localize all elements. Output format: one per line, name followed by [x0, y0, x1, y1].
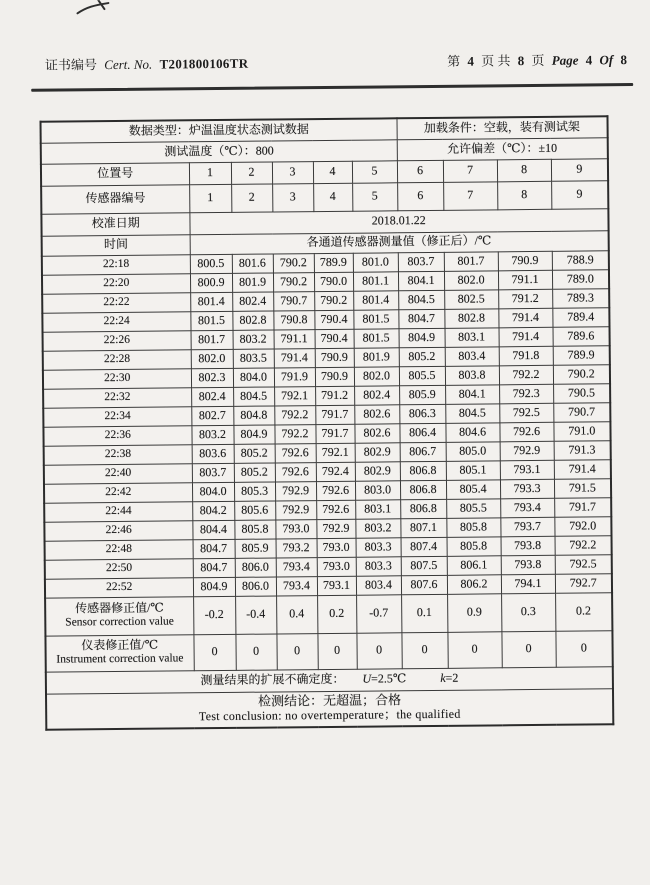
- reading-cell: 802.3: [191, 368, 233, 387]
- reading-cell: 792.6: [499, 422, 553, 442]
- reading-cell: 805.8: [446, 517, 500, 537]
- reading-cell: 802.8: [232, 310, 273, 329]
- reading-cell: 804.0: [233, 367, 274, 386]
- reading-cell: 792.3: [499, 384, 553, 404]
- reading-cell: 802.0: [191, 349, 233, 368]
- sensor-label-cell: 传感器编号: [41, 184, 189, 213]
- position-cell: 4: [313, 161, 352, 183]
- reading-cell: 805.8: [234, 519, 275, 538]
- reading-cell: 807.4: [401, 537, 447, 556]
- reading-cell: 801.6: [232, 253, 273, 272]
- reading-cell: 792.4: [316, 462, 355, 481]
- uncertainty-u-symbol: U: [362, 671, 372, 686]
- reading-cell: 803.7: [192, 463, 234, 482]
- reading-cell: 792.2: [274, 424, 315, 443]
- reading-cell: 805.5: [399, 366, 445, 385]
- reading-cell: 802.9: [355, 461, 400, 480]
- reading-cell: 792.6: [316, 481, 355, 500]
- reading-cell: 793.4: [276, 576, 317, 595]
- reading-cell: 805.4: [446, 479, 500, 499]
- sensor-correction-cell: 0.3: [501, 593, 555, 632]
- measurement-table: [39, 115, 614, 730]
- instrument-correction-cell: 0: [235, 633, 276, 669]
- sensor-correction-cell: 0.2: [317, 595, 356, 633]
- reading-cell: 804.0: [192, 482, 234, 501]
- time-cell: 22:48: [45, 539, 193, 559]
- reading-cell: 793.8: [501, 555, 555, 575]
- reading-cell: 790.9: [498, 251, 552, 271]
- reading-cell: 792.2: [274, 405, 315, 424]
- reading-cell: 803.4: [445, 346, 499, 366]
- reading-cell: 804.5: [445, 403, 499, 423]
- reading-cell: 806.8: [400, 461, 446, 480]
- reading-cell: 803.7: [398, 252, 444, 271]
- reading-cell: 790.7: [553, 402, 610, 422]
- page-seg-en: Of: [599, 52, 614, 68]
- sensor-correction-label: [45, 596, 193, 635]
- page-seg: 第: [447, 53, 461, 69]
- uncertainty-k-value: =2: [445, 670, 459, 685]
- reading-cell: 801.9: [232, 272, 273, 291]
- reading-cell: 805.3: [234, 481, 275, 500]
- reading-cell: 791.1: [274, 329, 315, 348]
- sensor-correction-cell: 0.1: [401, 594, 447, 632]
- instrument-correction-label-en: Instrument correction value: [56, 652, 184, 666]
- position-cell: 8: [497, 159, 551, 182]
- position-cell: 9: [551, 158, 608, 181]
- conclusion-zh: 检测结论：无超温；合格: [258, 692, 402, 710]
- reading-cell: 804.9: [233, 424, 274, 443]
- reading-cell: 792.7: [555, 573, 612, 593]
- reading-cell: 802.5: [444, 289, 498, 309]
- reading-cell: 803.2: [191, 425, 233, 444]
- sensor-number-cell: 7: [443, 181, 497, 210]
- position-cell: 2: [231, 161, 272, 183]
- readings-body: [42, 250, 612, 597]
- load-condition-cell: 加载条件：空载，装有测试架: [397, 116, 608, 139]
- reading-cell: 791.4: [498, 308, 552, 328]
- reading-cell: 801.5: [354, 328, 399, 347]
- reading-cell: 792.9: [275, 500, 316, 519]
- reading-cell: 803.4: [356, 575, 401, 594]
- instrument-correction-cell: 0: [447, 631, 501, 668]
- sensor-number-cell: 3: [272, 183, 313, 211]
- reading-cell: 790.9: [315, 367, 354, 386]
- reading-cell: 791.3: [554, 440, 611, 460]
- time-cell: 22:22: [42, 292, 190, 312]
- reading-cell: 801.7: [444, 251, 498, 271]
- reading-cell: 803.2: [233, 329, 274, 348]
- reading-cell: 793.0: [317, 557, 356, 576]
- reading-cell: 802.4: [191, 387, 233, 406]
- conclusion-en: Test conclusion: no overtemperature；the qualified: [198, 707, 461, 724]
- reading-cell: 806.0: [235, 576, 276, 595]
- reading-cell: 805.2: [234, 462, 275, 481]
- reading-cell: 802.0: [354, 366, 399, 385]
- sensor-correction-label-en: Sensor correction value: [65, 615, 174, 629]
- time-cell: 22:20: [42, 273, 190, 293]
- uncertainty-u-value: =2.5℃: [371, 671, 407, 686]
- reading-cell: 792.5: [555, 554, 612, 574]
- time-cell: 22:42: [44, 482, 192, 502]
- reading-cell: 803.2: [355, 518, 400, 537]
- reading-cell: 805.9: [235, 538, 276, 557]
- page-seg: 页 共: [481, 53, 511, 69]
- reading-cell: 804.5: [233, 386, 274, 405]
- reading-cell: 804.2: [192, 501, 234, 520]
- handwritten-mark: [74, 0, 118, 18]
- reading-cell: 790.8: [273, 310, 314, 329]
- reading-cell: 793.2: [276, 538, 317, 557]
- page-seg-en: Page: [551, 52, 579, 68]
- instrument-correction-cell: 0: [317, 633, 356, 669]
- time-cell: 22:32: [43, 387, 191, 407]
- reading-cell: 804.7: [193, 539, 235, 558]
- reading-cell: 790.7: [273, 291, 314, 310]
- reading-cell: 791.2: [315, 386, 354, 405]
- sensor-number-cell: 2: [231, 183, 272, 211]
- reading-cell: 789.4: [552, 307, 609, 327]
- reading-cell: 792.2: [555, 535, 612, 555]
- reading-cell: 790.2: [314, 291, 353, 310]
- reading-cell: 794.1: [501, 574, 555, 594]
- time-cell: 22:44: [44, 501, 192, 521]
- reading-cell: 802.6: [354, 404, 399, 423]
- reading-cell: 804.7: [193, 558, 235, 577]
- sensor-correction-cell: 0.9: [447, 593, 501, 632]
- time-cell: 22:28: [43, 349, 191, 369]
- reading-cell: 793.4: [276, 557, 317, 576]
- reading-cell: 792.5: [499, 403, 553, 423]
- instrument-correction-label-zh: 仪表修正值/℃: [81, 638, 159, 653]
- reading-cell: 806.8: [400, 480, 446, 499]
- reading-cell: 802.4: [232, 291, 273, 310]
- reading-cell: 807.5: [401, 556, 447, 575]
- calib-date-label-cell: 校准日期: [41, 212, 189, 235]
- time-cell: 22:18: [42, 254, 190, 274]
- reading-cell: 793.3: [500, 479, 554, 499]
- reading-cell: 802.8: [444, 308, 498, 328]
- sensor-number-cell: 6: [397, 182, 443, 210]
- test-temp-cell: 测试温度（℃）：800: [41, 139, 397, 163]
- page-number: 4: [467, 53, 475, 69]
- reading-cell: 790.2: [273, 272, 314, 291]
- reading-cell: 792.9: [316, 519, 355, 538]
- calib-date-cell: 2018.01.22: [189, 208, 608, 234]
- reading-cell: 793.0: [317, 538, 356, 557]
- page-indicator: [445, 49, 629, 70]
- reading-cell: 803.3: [356, 556, 401, 575]
- reading-cell: 793.7: [500, 517, 554, 537]
- cert-label-en: Cert. No.: [104, 56, 153, 73]
- reading-cell: 788.9: [552, 250, 609, 270]
- reading-cell: 792.9: [500, 441, 554, 461]
- sensor-correction-cell: -0.4: [235, 595, 276, 633]
- reading-cell: 806.2: [447, 574, 501, 594]
- time-cell: 22:50: [45, 558, 193, 578]
- reading-cell: 805.2: [399, 347, 445, 366]
- cert-number: T201800106TR: [159, 55, 249, 72]
- reading-cell: 801.7: [191, 330, 233, 349]
- reading-cell: 793.4: [500, 498, 554, 518]
- reading-cell: 792.6: [275, 443, 316, 462]
- reading-cell: 790.2: [273, 253, 314, 272]
- conclusion-row: [46, 688, 613, 729]
- reading-cell: 789.6: [553, 326, 610, 346]
- reading-cell: 803.6: [192, 444, 234, 463]
- header-divider-rule: [31, 83, 633, 92]
- reading-cell: 801.9: [354, 347, 399, 366]
- time-cell: 22:34: [43, 406, 191, 426]
- reading-cell: 790.4: [315, 329, 354, 348]
- sensor-correction-row: [45, 592, 612, 635]
- reading-cell: 801.5: [190, 311, 232, 330]
- reading-cell: 801.4: [353, 290, 398, 309]
- reading-cell: 791.8: [499, 346, 553, 366]
- reading-cell: 801.5: [353, 309, 398, 328]
- reading-cell: 800.5: [190, 254, 232, 273]
- reading-cell: 805.0: [446, 441, 500, 461]
- position-label-cell: 位置号: [41, 162, 189, 185]
- reading-cell: 790.4: [314, 310, 353, 329]
- reading-cell: 803.0: [355, 480, 400, 499]
- reading-cell: 792.1: [316, 443, 355, 462]
- reading-cell: 804.4: [192, 520, 234, 539]
- reading-cell: 789.0: [552, 269, 609, 289]
- reading-cell: 804.1: [398, 271, 444, 290]
- reading-cell: 792.9: [275, 481, 316, 500]
- reading-cell: 806.0: [235, 557, 276, 576]
- reading-cell: 806.8: [400, 499, 446, 518]
- sensor-correction-cell: 0.4: [276, 595, 317, 633]
- page-total: 8: [517, 53, 525, 69]
- time-cell: 22:26: [43, 330, 191, 350]
- reading-cell: 800.9: [190, 273, 232, 292]
- sensor-number-cell: 8: [497, 181, 551, 210]
- reading-cell: 791.4: [274, 348, 315, 367]
- position-cell: 1: [189, 162, 231, 184]
- instrument-correction-cell: 0: [276, 633, 317, 669]
- reading-cell: 791.5: [554, 478, 611, 498]
- reading-cell: 790.9: [315, 348, 354, 367]
- instrument-correction-cell: 0: [193, 634, 235, 670]
- reading-cell: 803.1: [355, 499, 400, 518]
- instrument-correction-cell: 0: [356, 632, 401, 668]
- reading-cell: 801.4: [190, 292, 232, 311]
- position-cell: 3: [272, 161, 313, 183]
- cert-label-zh: 证书编号: [44, 57, 98, 73]
- page-seg: 页: [531, 52, 545, 69]
- reading-cell: 802.0: [444, 270, 498, 290]
- reading-cell: 806.4: [399, 423, 445, 442]
- reading-cell: 806.7: [400, 442, 446, 461]
- sensor-number-cell: 1: [189, 184, 231, 212]
- time-cell: 22:30: [43, 368, 191, 388]
- reading-cell: 805.1: [446, 460, 500, 480]
- reading-cell: 804.1: [445, 384, 499, 404]
- channel-header-cell: 各通道传感器测量值（修正后）/℃: [190, 230, 609, 254]
- reading-cell: 803.8: [445, 365, 499, 385]
- position-cell: 6: [397, 160, 443, 182]
- position-cell: 7: [443, 159, 497, 182]
- reading-cell: 802.9: [355, 442, 400, 461]
- reading-cell: 803.3: [356, 537, 401, 556]
- reading-cell: 789.3: [552, 288, 609, 308]
- sensor-correction-cell: 0.2: [555, 592, 612, 631]
- time-label-cell: 时间: [42, 234, 190, 255]
- reading-cell: 806.1: [447, 555, 501, 575]
- reading-cell: 804.7: [398, 309, 444, 328]
- sensor-correction-label-zh: 传感器修正值/℃: [74, 601, 164, 616]
- instrument-correction-row: [45, 630, 612, 671]
- sensor-number-cell: 9: [551, 180, 608, 209]
- data-type-cell: 数据类型：炉温温度状态测试数据: [41, 118, 397, 142]
- reading-cell: 804.6: [445, 422, 499, 442]
- reading-cell: 801.0: [353, 252, 398, 271]
- reading-cell: 802.6: [354, 423, 399, 442]
- sensor-correction-cell: -0.7: [356, 594, 401, 632]
- reading-cell: 790.0: [314, 272, 353, 291]
- reading-cell: 792.2: [499, 365, 553, 385]
- sensor-number-cell: 4: [313, 183, 352, 211]
- reading-cell: 790.5: [553, 383, 610, 403]
- reading-cell: 805.9: [399, 385, 445, 404]
- page-total-en: 8: [620, 52, 628, 68]
- reading-cell: 791.2: [498, 289, 552, 309]
- conclusion-cell: [46, 688, 613, 729]
- reading-cell: 802.4: [354, 385, 399, 404]
- reading-cell: 791.7: [554, 497, 611, 517]
- instrument-correction-label: [45, 634, 193, 671]
- reading-cell: 792.6: [316, 500, 355, 519]
- reading-cell: 793.1: [317, 576, 356, 595]
- time-cell: 22:24: [42, 311, 190, 331]
- reading-cell: 803.5: [233, 348, 274, 367]
- reading-cell: 791.9: [274, 367, 315, 386]
- page-number-en: 4: [585, 52, 593, 68]
- instrument-correction-cell: 0: [501, 631, 555, 668]
- time-cell: 22:36: [43, 425, 191, 445]
- reading-cell: 791.7: [315, 405, 354, 424]
- time-cell: 22:40: [44, 463, 192, 483]
- reading-cell: 805.8: [447, 536, 501, 556]
- reading-cell: 789.9: [553, 345, 610, 365]
- time-cell: 22:38: [44, 444, 192, 464]
- tolerance-cell: 允许偏差（℃）：±10: [397, 137, 608, 160]
- reading-cell: 804.8: [233, 405, 274, 424]
- reading-cell: 805.5: [446, 498, 500, 518]
- reading-cell: 802.7: [191, 406, 233, 425]
- position-cell: 5: [352, 160, 397, 182]
- reading-cell: 806.3: [399, 404, 445, 423]
- reading-cell: 805.6: [234, 500, 275, 519]
- reading-cell: 792.1: [274, 386, 315, 405]
- page-header: [45, 49, 629, 74]
- reading-cell: 807.1: [400, 518, 446, 537]
- instrument-correction-cell: 0: [555, 630, 612, 667]
- reading-cell: 793.8: [501, 536, 555, 556]
- reading-cell: 793.0: [275, 519, 316, 538]
- reading-cell: 803.1: [445, 327, 499, 347]
- certificate-number-line: [45, 53, 249, 74]
- reading-cell: 792.0: [554, 516, 611, 536]
- reading-cell: 804.5: [398, 290, 444, 309]
- sensor-correction-cell: -0.2: [193, 596, 235, 634]
- reading-cell: 805.2: [234, 443, 275, 462]
- uncertainty-prefix: 测量结果的扩展不确定度：: [200, 671, 345, 688]
- reading-cell: 791.1: [498, 270, 552, 290]
- reading-cell: 804.9: [399, 328, 445, 347]
- reading-cell: 804.9: [193, 577, 235, 596]
- reading-cell: 792.6: [275, 462, 316, 481]
- sensor-number-cell: 5: [352, 182, 397, 210]
- uncertainty-k-symbol: k: [440, 670, 446, 686]
- reading-cell: 791.7: [315, 424, 354, 443]
- reading-cell: 807.6: [401, 575, 447, 594]
- reading-cell: 801.1: [353, 271, 398, 290]
- reading-cell: 791.4: [499, 327, 553, 347]
- reading-cell: 790.2: [553, 364, 610, 384]
- time-cell: 22:46: [44, 520, 192, 540]
- reading-cell: 791.4: [554, 459, 611, 479]
- reading-cell: 791.0: [553, 421, 610, 441]
- reading-cell: 793.1: [500, 460, 554, 480]
- reading-cell: 789.9: [314, 253, 353, 272]
- instrument-correction-cell: 0: [401, 632, 447, 668]
- time-cell: 22:52: [45, 577, 193, 597]
